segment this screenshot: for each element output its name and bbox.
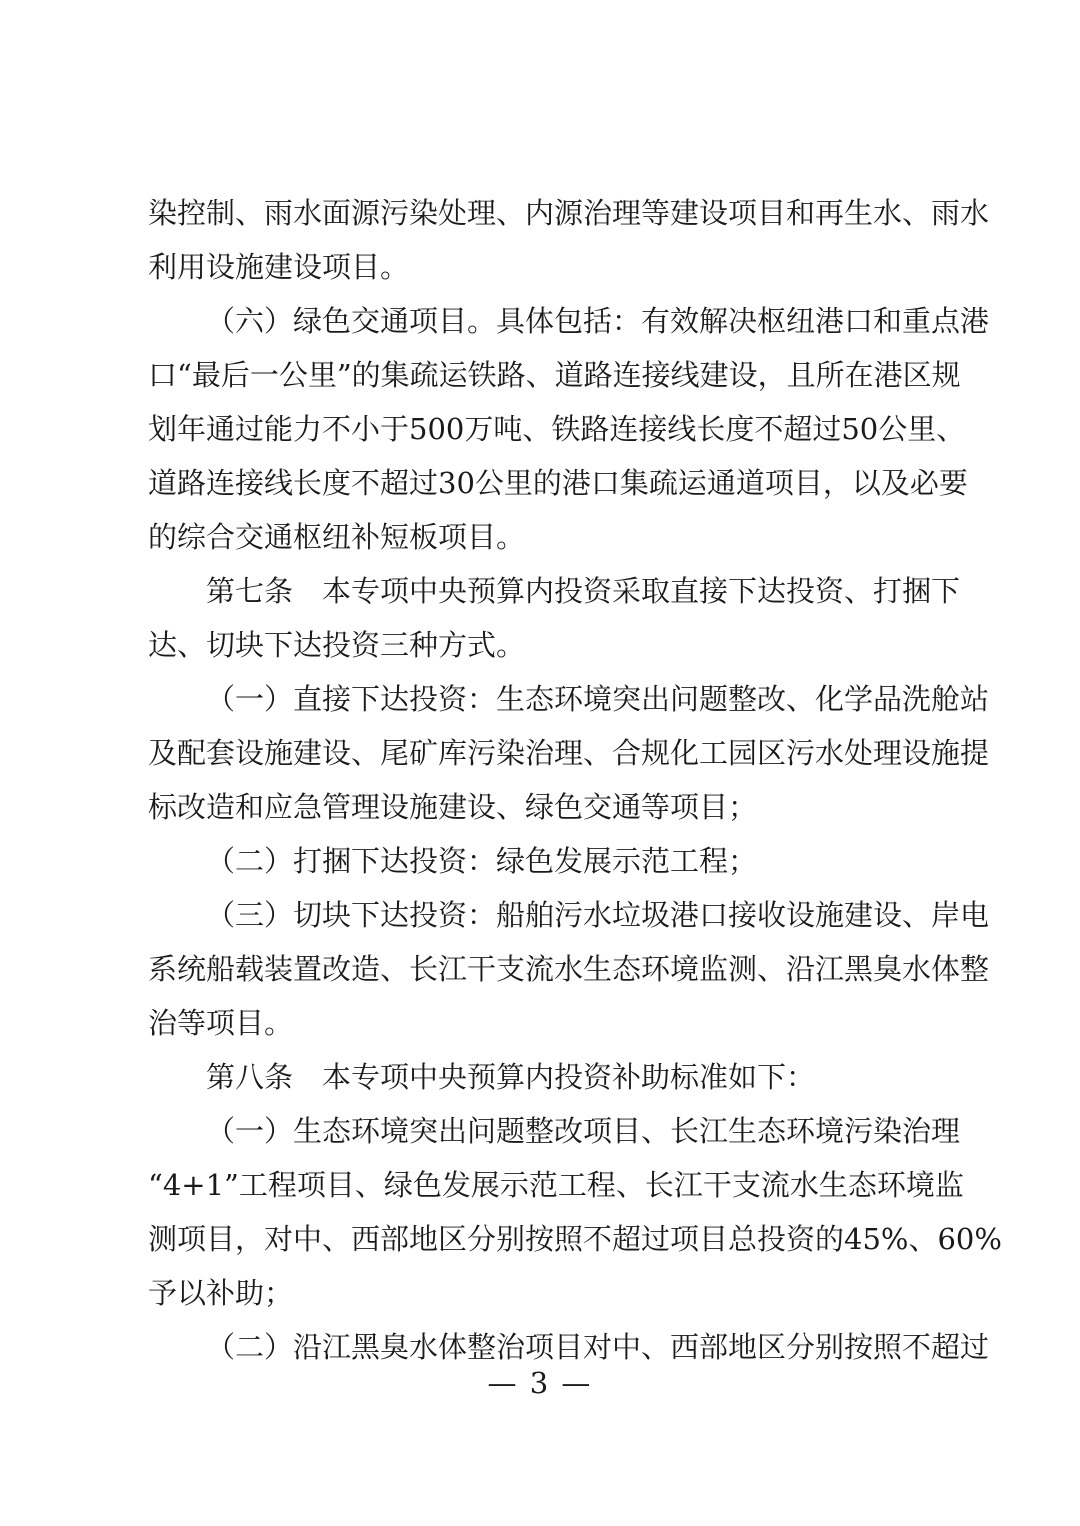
body-line-20: 测项目，对中、西部地区分别按照不超过项目总投资的45%、60% <box>148 1222 1002 1256</box>
body-line-8: 第七条 本专项中央预算内投资采取直接下达投资、打捆下 <box>206 574 961 608</box>
body-line-3: （六）绿色交通项目。具体包括：有效解决枢纽港口和重点港 <box>206 304 990 338</box>
page-number: — 3 — <box>487 1366 593 1400</box>
body-line-2: 利用设施建设项目。 <box>148 250 410 284</box>
body-line-5: 划年通过能力不小于500万吨、铁路连接线长度不超过50公里、 <box>148 412 966 446</box>
body-line-11: 及配套设施建设、尾矿库污染治理、合规化工园区污水处理设施提 <box>148 736 990 770</box>
body-line-12: 标改造和应急管理设施建设、绿色交通等项目； <box>148 790 758 824</box>
body-line-16: 治等项目。 <box>148 1006 294 1040</box>
body-line-21: 予以补助； <box>148 1276 294 1310</box>
body-line-22: （二）沿江黑臭水体整治项目对中、西部地区分别按照不超过 <box>206 1330 990 1364</box>
body-line-1: 染控制、雨水面源污染处理、内源治理等建设项目和再生水、雨水 <box>148 196 990 230</box>
body-line-18: （一）生态环境突出问题整改项目、长江生态环境污染治理 <box>206 1114 961 1148</box>
body-line-13: （二）打捆下达投资：绿色发展示范工程； <box>206 844 758 878</box>
body-line-7: 的综合交通枢纽补短板项目。 <box>148 520 526 554</box>
body-line-17: 第八条 本专项中央预算内投资补助标准如下： <box>206 1060 816 1094</box>
body-line-6: 道路连接线长度不超过30公里的港口集疏运通道项目，以及必要 <box>148 466 968 500</box>
body-line-15: 系统船载装置改造、长江干支流水生态环境监测、沿江黑臭水体整 <box>148 952 990 986</box>
body-line-19: “4+1”工程项目、绿色发展示范工程、长江干支流水生态环境监 <box>148 1168 964 1202</box>
body-line-14: （三）切块下达投资：船舶污水垃圾港口接收设施建设、岸电 <box>206 898 990 932</box>
body-line-10: （一）直接下达投资：生态环境突出问题整改、化学品洗舱站 <box>206 682 990 716</box>
body-line-9: 达、切块下达投资三种方式。 <box>148 628 526 662</box>
body-line-4: 口“最后一公里”的集疏运铁路、道路连接线建设，且所在港区规 <box>148 358 961 392</box>
